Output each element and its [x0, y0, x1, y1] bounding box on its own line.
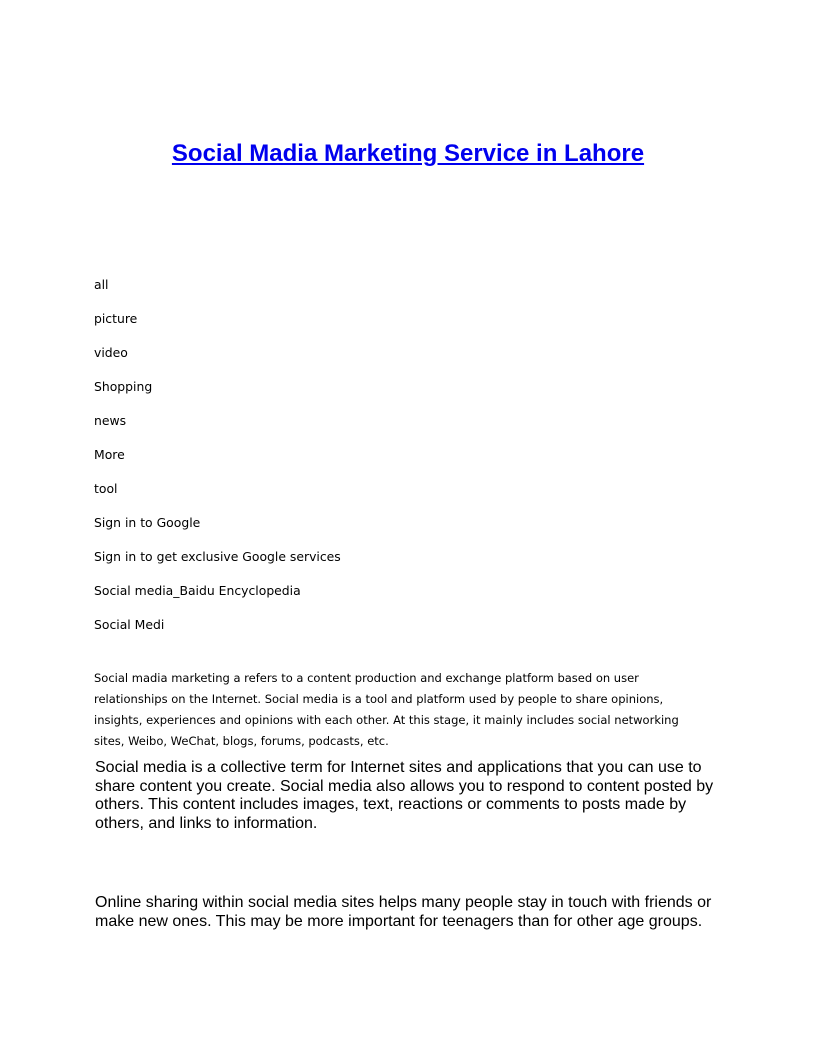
list-item-baidu-encyclopedia: Social media_Baidu Encyclopedia — [94, 583, 301, 598]
list-item-sign-in: Sign in to Google — [94, 515, 201, 530]
list-item-video: video — [94, 345, 128, 360]
list-item-all: all — [94, 277, 109, 292]
list-item-news: news — [94, 413, 127, 428]
title-link[interactable]: Social Madia Marketing Service in Lahore — [171, 140, 645, 167]
body-paragraph-2: Online sharing within social media sites helps many people stay in touch with friends or make new ones. This may be more important for teenagers than for other age groups. — [95, 894, 712, 930]
list-item-tool: tool — [94, 481, 118, 496]
intro-paragraph: Social madia marketing a refers to a content production and exchange platform based on user relationships on the Internet. Social media is a tool and platform used by people to share opinions, insights, experiences and opinions with each other. At this stage, it mainly includes social networking sites, Weibo, WeChat, blogs, forums, podcasts, etc. — [94, 671, 679, 748]
list-item-shopping: Shopping — [94, 379, 153, 394]
list-item-picture: picture — [94, 311, 138, 326]
link-list — [94, 276, 734, 650]
body-paragraph-1: Social media is a collective term for Internet sites and applications that you can use to share content you create. Social media also allows you to respond to content posted by others. This content includes images, text, reactions or comments to posts made by others, and links to information. — [95, 759, 714, 832]
list-item-sign-in-services: Sign in to get exclusive Google services — [94, 549, 341, 564]
list-item-social-medi: Social Medi — [94, 617, 165, 632]
page-title — [0, 138, 816, 170]
list-item-more: More — [94, 447, 125, 462]
